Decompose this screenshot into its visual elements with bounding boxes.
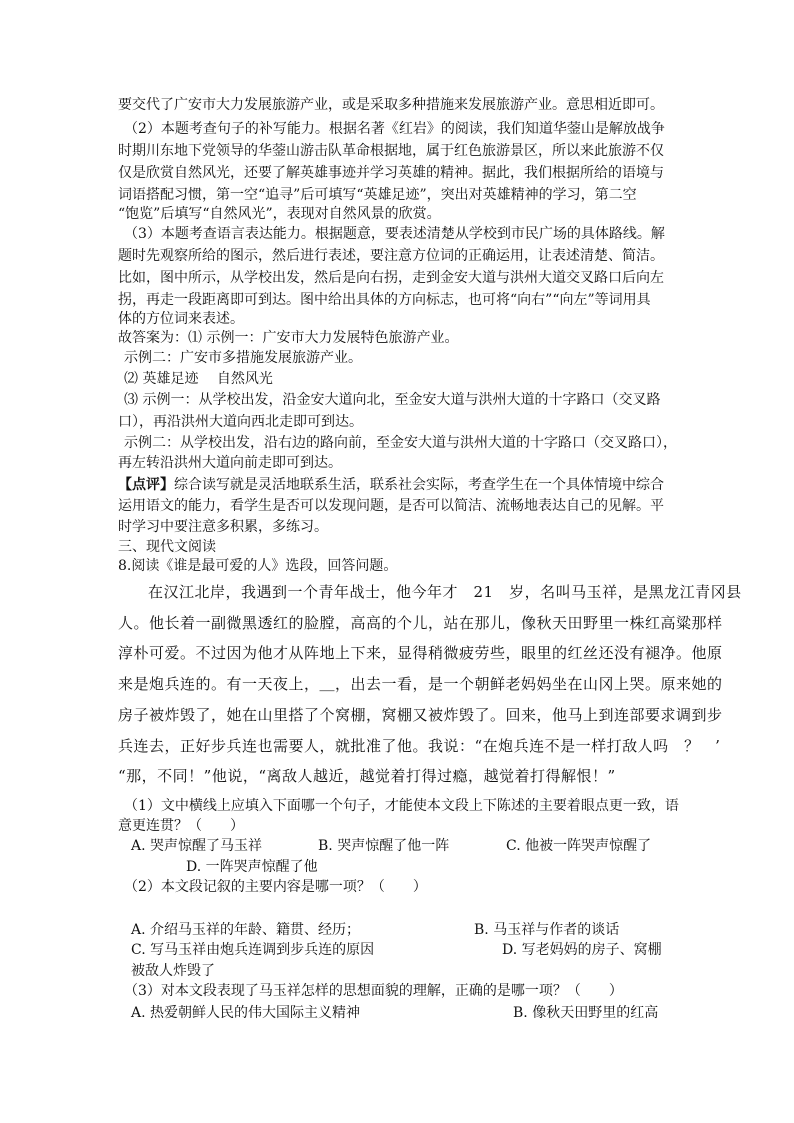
question-3: （3）对本文段表现了马玉祥怎样的思想面貌的理解，正确的是哪一项？（ ） [124,983,623,999]
option-2a: A. 介绍马玉祥的年龄、籍贯、经历； [131,922,361,938]
text-line: 运用语文的能力，看学生是否可以发现问题，是否可以简洁、流畅地表达自己的见解。平 [118,498,664,514]
comment-text: 综合读写就是灵活地联系生活，联系社会实际，考查学生在一个具体情境中综合 [174,477,664,493]
text-line: （3）本题考查语言表达能力。根据题意，要表述清楚从学校到市民广场的具体路线。解 [124,226,665,242]
text-line: 时期川东地下党领导的华蓥山游击队革命根据地，属于红色旅游景区，所以来此旅游不仅 [118,143,664,159]
passage-line: 在汉江北岸，我遇到一个青年战士，他今年才 21 岁，名叫马玉祥，是黑龙江青冈县 [148,583,742,601]
comment-line [118,475,664,495]
text-line: 题时先观察所给的图示，然后进行表述，要注意方位词的正确运用，让表述清楚、简洁。 [118,248,664,264]
text-line: ⑵ 英雄足迹 自然风光 [124,371,273,387]
text-line: （2）本题考查句子的补写能力。根据名著《红岩》的阅读，我们知道华蓥山是解放战争 [124,121,665,137]
option-1c: C. 他被一阵哭声惊醒了 [506,838,652,854]
question-stem: 8.阅读《谁是最可爱的人》选段，回答问题。 [118,558,398,574]
option-2d: D. 写老妈妈的房子、窝棚 [502,942,662,958]
passage-line: 房子被炸毁了，她在山里搭了个窝棚，窝棚又被炸毁了。回来，他马上到连部要求调到步 [118,706,723,724]
question-2: （2）本文段记叙的主要内容是哪一项？（ ） [124,879,427,895]
passage-line: 淳朴可爱。不过因为他才从阵地上下来，显得稍微疲劳些，眼里的红丝还没有褪净。他原 [118,644,723,662]
text-line: 时学习中要注意多积累，多练习。 [118,519,328,535]
text-line: 口），再沿洪州大道向西北走即可到达。 [118,414,363,430]
option-1b: B. 哭声惊醒了他一阵 [318,838,450,854]
passage-line: “那，不同！”他说，“离敌人越近，越觉着打得过瘾，越觉着打得解恨！” [118,767,616,785]
passage-line: 人。他长着一副微黑透红的脸膛，高高的个儿，站在那儿，像秋天田野里一株红高粱那样 [118,614,723,632]
option-3b: B. 像秋天田野里的红高 [513,1005,659,1021]
option-2d-cont: 被敌人炸毁了 [131,963,215,979]
text-line: 再左转沿洪州大道向前走即可到达。 [118,455,342,471]
text-line: 示例二：从学校出发，沿右边的路向前，至金安大道与洪州大道的十字路口（交叉路口）， [124,435,677,451]
text-line: 仅是欣赏自然风光，还要了解英雄事迹并学习英雄的精神。据此，我们根据所给的语境与 [118,165,664,181]
comment-tag: 【点评】 [118,477,174,493]
text-line: 示例二：广安市多措施发展旅游产业。 [124,350,362,366]
text-line: 体的方位词来表述。 [118,311,244,327]
option-3a: A. 热爱朝鲜人民的伟大国际主义精神 [131,1005,361,1021]
option-2b: B. 马玉祥与作者的谈话 [474,922,620,938]
text-line: 拐，再走一段距离即可到达。图中给出具体的方向标志，也可将“向右”“向左”等词用具 [118,292,651,308]
passage-line: 兵连去，正好步兵连也需要人，就批准了他。我说：“在炮兵连不是一样打敌人吗 ？ ’ [118,737,721,755]
text-line: ⑶ 示例一：从学校出发，沿金安大道向北，至金安大道与洪州大道的十字路口（交叉路 [124,392,661,408]
option-1a: A. 哭声惊醒了马玉祥 [131,838,263,854]
section-heading: 三、现代文阅读 [118,539,216,555]
question-1: （1）文中横线上应填入下面哪一个句子，才能使本文段上下陈述的主要着眼点更一致，语 [124,798,679,814]
question-1-cont: 意更连贯？（ ） [118,818,244,834]
text-line: 比如，图中所示，从学校出发，然后是向右拐，走到金安大道与洪州大道交叉路口后向左 [118,270,664,286]
passage-line: 来是炮兵连的。有一天夜上，＿，出去一看，是一个朝鲜老妈妈坐在山冈上哭。原来她的 [118,675,723,693]
option-2c: C. 写马玉祥由炮兵连调到步兵连的原因 [131,942,375,958]
answer-heading: 故答案为：⑴ 示例一：广安市大力发展特色旅游产业。 [118,330,459,346]
text-line: 要交代了广安市大力发展旅游产业，或是采取多种措施来发展旅游产业。意思相近即可。 [118,97,664,113]
text-line: “饱览”后填写“自然风光”，表现对自然风景的欣赏。 [118,206,441,222]
option-1d: D. 一阵哭声惊醒了他 [186,859,318,875]
text-line: 词语搭配习惯，第一空“追寻”后可填写“英雄足迹”，突出对英雄精神的学习，第二空 [118,187,637,203]
